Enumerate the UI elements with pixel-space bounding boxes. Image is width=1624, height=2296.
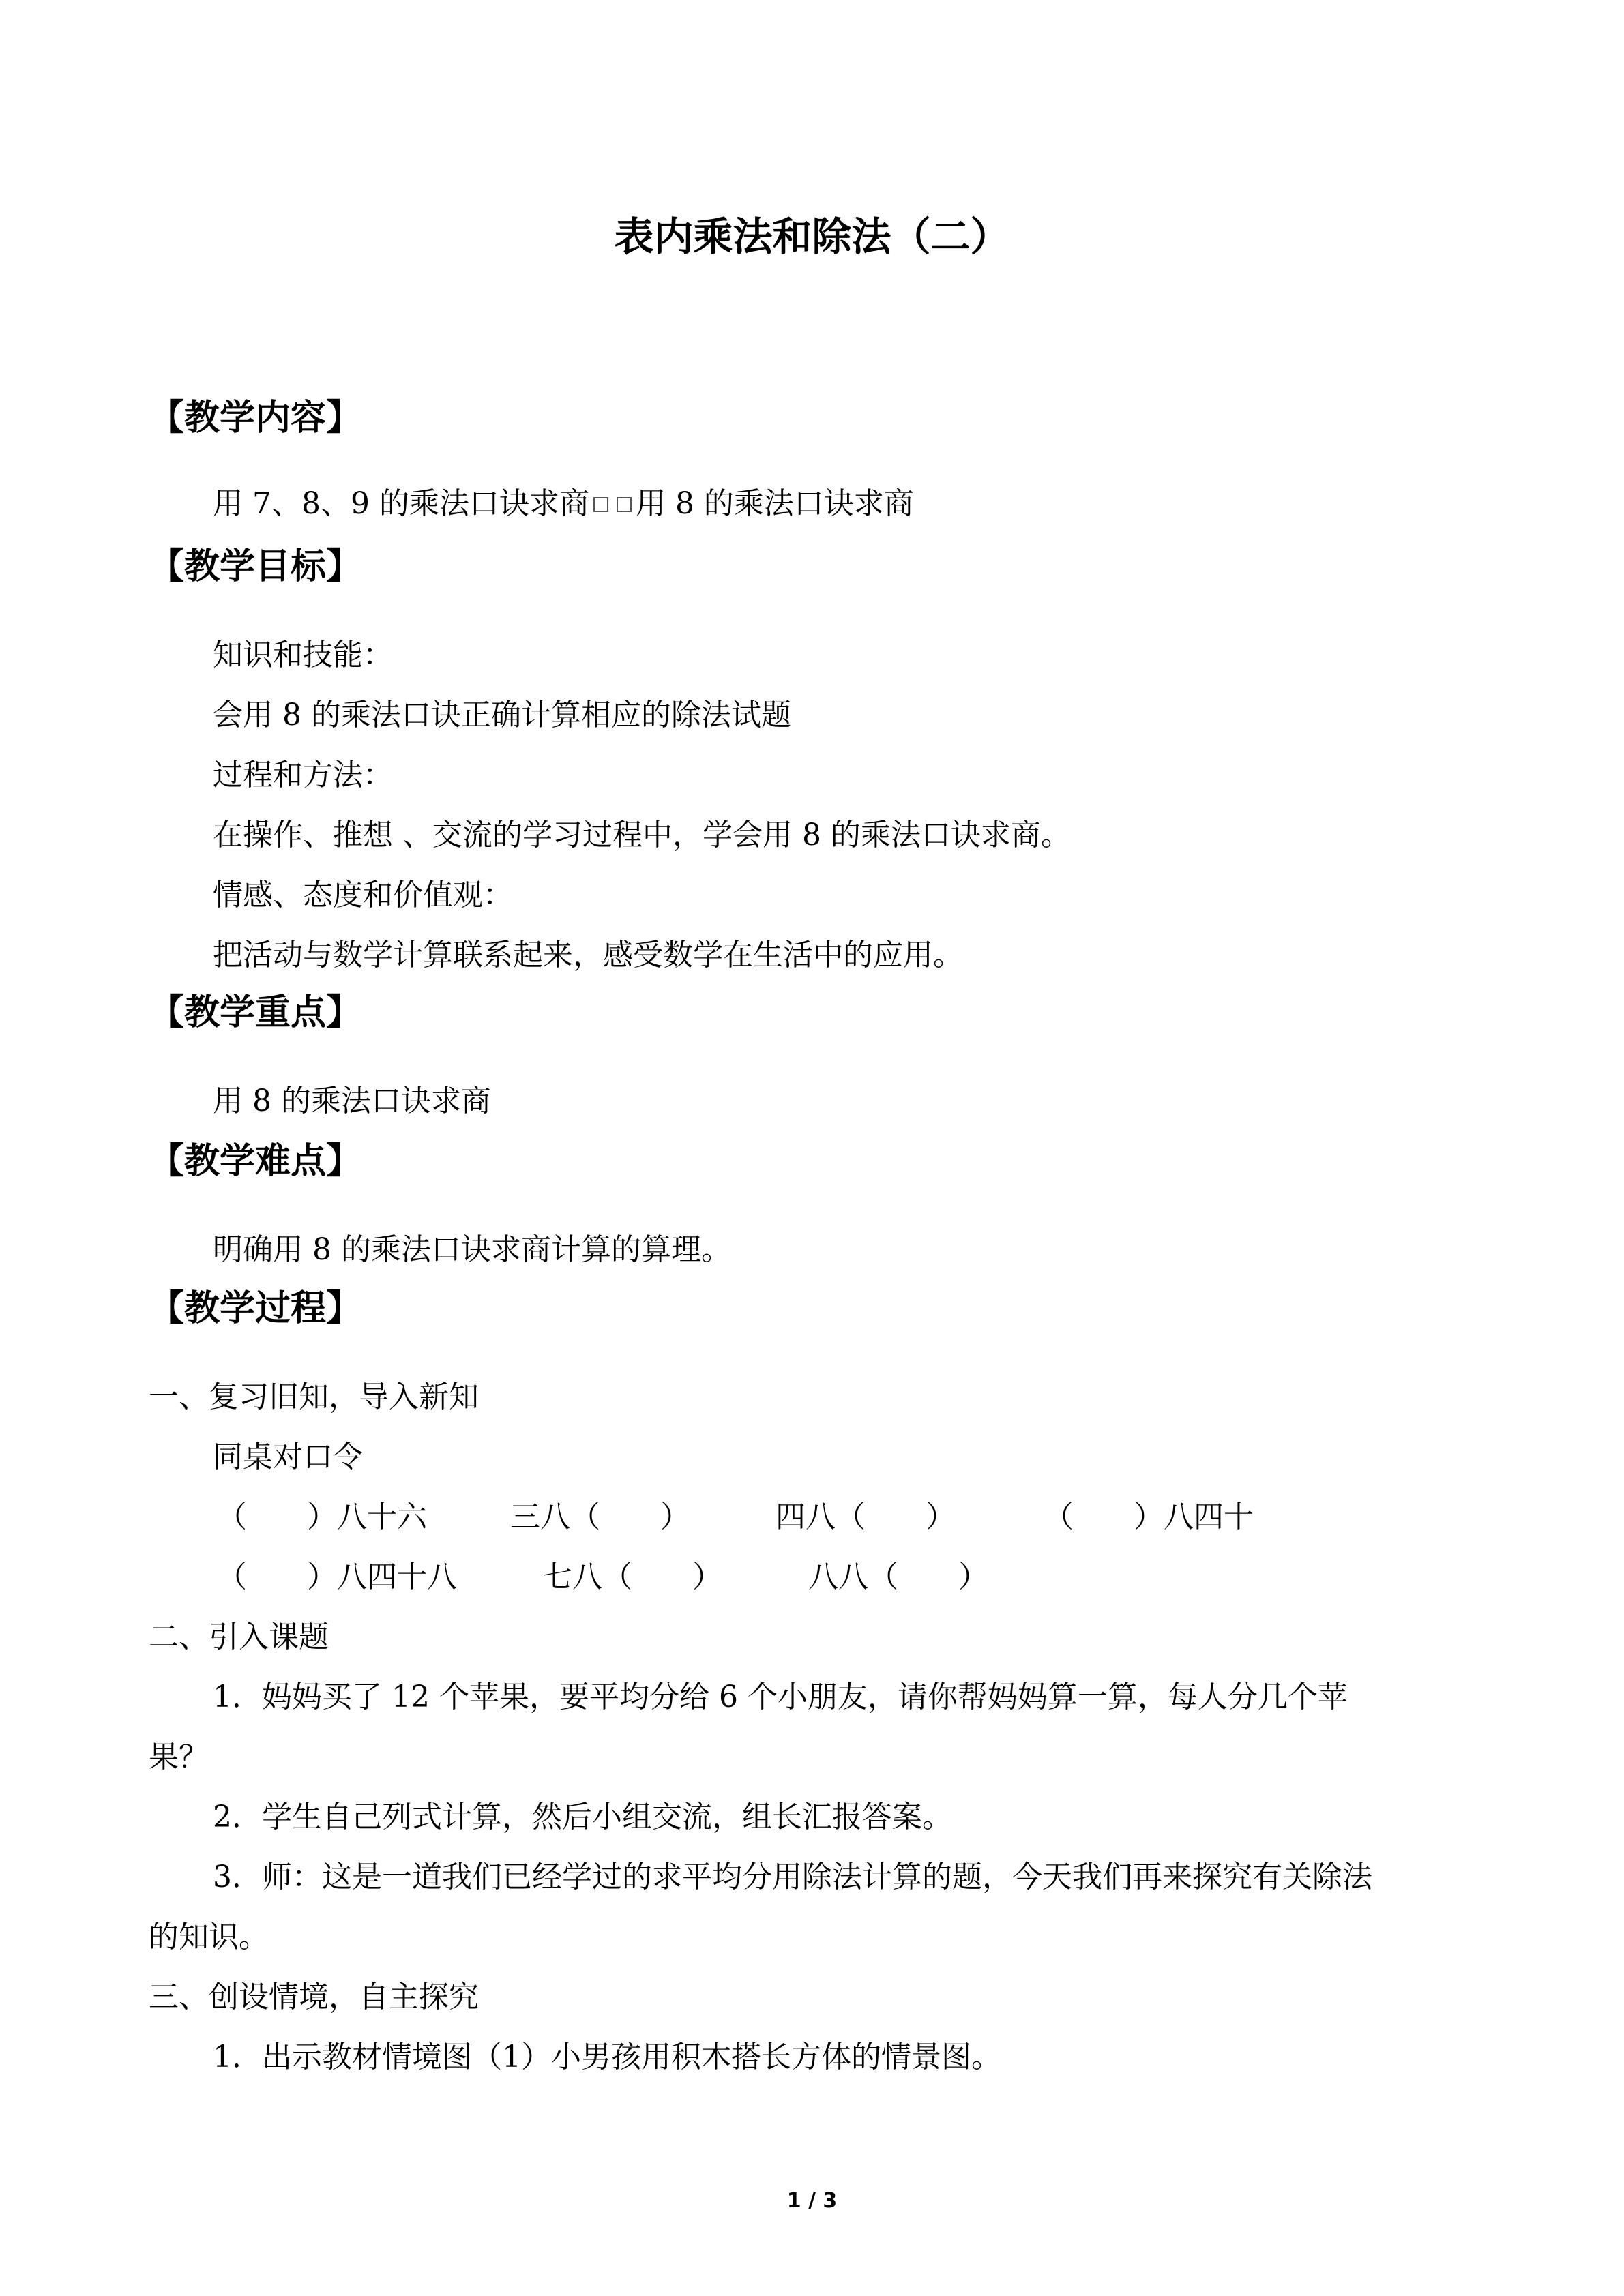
teaching-content-text-b: 用 8 的乘法口诀求商 <box>635 486 914 521</box>
document-title: 表内乘法和除法（二） <box>614 213 1010 260</box>
step2-title: 二、引入课题 <box>149 1620 329 1654</box>
drill-item: （ ）八四十八 <box>217 1560 457 1594</box>
difficulty-text: 明确用 8 的乘法口诀求商计算的算理。 <box>213 1232 731 1267</box>
drill-item: 八八（ ） <box>808 1560 988 1594</box>
drill-item: （ ）八十六 <box>217 1500 427 1534</box>
heading-key-point: 【教学重点】 <box>149 992 362 1033</box>
step2-item3-line1: 3．师：这是一道我们已经学过的求平均分用除法计算的题，今天我们再来探究有关除法 <box>213 1860 1372 1894</box>
step2-item1-line2: 果？ <box>149 1740 209 1774</box>
step2-item1-line1: 1．妈妈买了 12 个苹果，要平均分给 6 个小朋友，请你帮妈妈算一算，每人分几个苹 <box>213 1680 1348 1714</box>
drill-item: （ ）八四十 <box>1044 1500 1254 1534</box>
goal-line: 会用 8 的乘法口诀正确计算相应的除法试题 <box>213 698 791 732</box>
drill-item: 三八（ ） <box>510 1500 690 1534</box>
step3-title: 三、创设情境，自主探究 <box>149 1980 479 2014</box>
page-number: 1 / 3 <box>786 2189 838 2213</box>
step1-subtitle: 同桌对口令 <box>213 1440 363 1474</box>
step2-item2: 2．学生自己列式计算，然后小组交流，组长汇报答案。 <box>213 1800 952 1834</box>
goal-line: 知识和技能： <box>213 638 393 672</box>
placeholder-square-icon <box>617 497 632 512</box>
step2-item3-line2: 的知识。 <box>149 1920 269 1954</box>
drill-item: 四八（ ） <box>776 1500 956 1534</box>
teaching-content-text-a: 用 7、8、9 的乘法口诀求商 <box>213 486 589 521</box>
goal-line: 在操作、推想 、交流的学习过程中，学会用 8 的乘法口诀求商。 <box>213 818 1071 852</box>
drill-item: 七八（ ） <box>542 1560 722 1594</box>
teaching-content-text <box>213 479 914 522</box>
key-point-text: 用 8 的乘法口诀求商 <box>213 1084 491 1118</box>
heading-difficulty: 【教学难点】 <box>149 1141 362 1182</box>
heading-teaching-process: 【教学过程】 <box>149 1288 362 1329</box>
goal-line: 过程和方法： <box>213 758 393 792</box>
step1-title: 一、复习旧知，导入新知 <box>149 1380 479 1414</box>
goal-line: 把活动与数学计算联系起来，感受数学在生活中的应用。 <box>213 938 963 972</box>
heading-teaching-goals: 【教学目标】 <box>149 546 362 587</box>
step3-item1: 1．出示教材情境图（1）小男孩用积木搭长方体的情景图。 <box>213 2040 1001 2074</box>
heading-teaching-content: 【教学内容】 <box>149 398 362 438</box>
placeholder-square-icon <box>593 497 608 512</box>
goal-line: 情感、态度和价值观： <box>213 878 513 912</box>
